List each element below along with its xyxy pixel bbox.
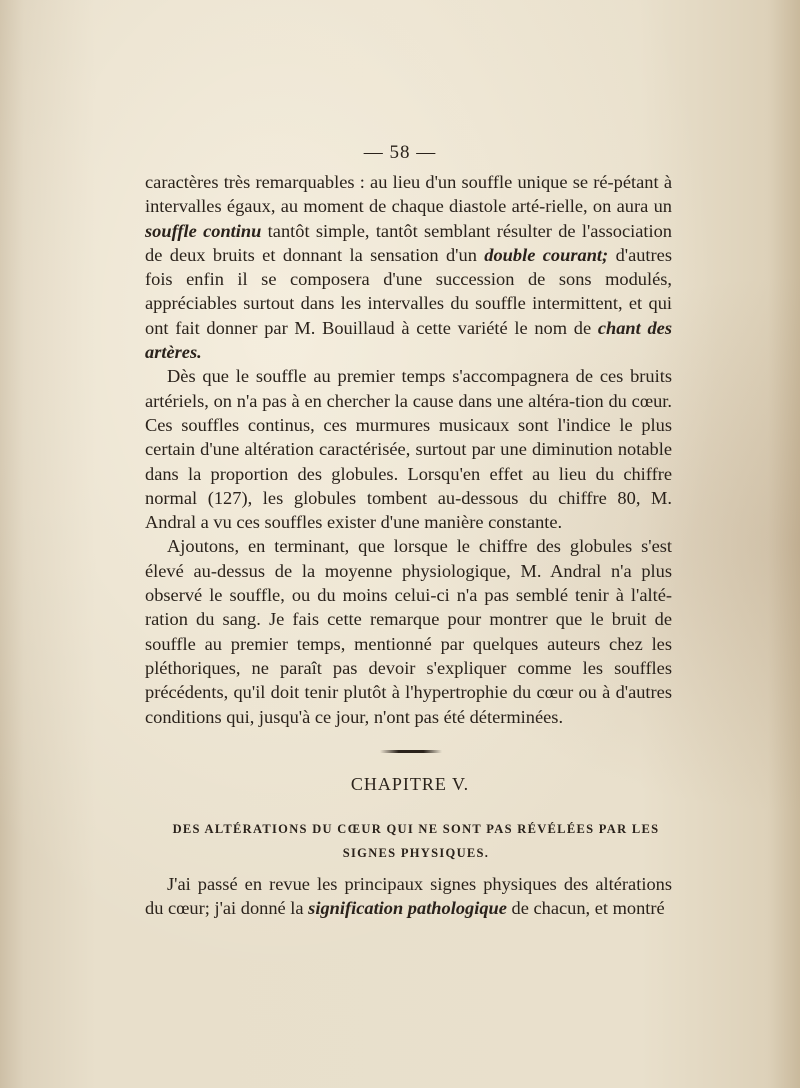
chapter-body-text <box>145 872 672 921</box>
italic-double-courant: double courant; <box>484 244 609 265</box>
italic-souffle-continu: souffle continu <box>145 220 262 241</box>
paragraph-1-text-a: caractères très remarquables : au lieu d'un souffle unique se ré-pétant à intervalles égaux, au moment de chaque diastole arté-rielle, on aura un <box>145 172 672 217</box>
italic-signification-pathologique: signification pathologique <box>308 898 507 919</box>
page-number: — 58 — <box>363 142 437 163</box>
chapter-title: CHAPITRE V. <box>350 774 470 794</box>
paragraph-1-text-b: tantôt simple, tantôt semblant résulter de l'association de deux bruits et donnant la sensation d'un <box>145 220 672 265</box>
paragraph-4-text-b: de chacun, et montré <box>506 898 665 919</box>
paragraph-1-text-c: d'autres fois enfin il se composera d'une succession de sons modulés, appréciables surtout dans les intervalles du souffle intermittent, et qui ont fait donner par M. Bouillaud à cette variété le nom de <box>145 244 672 338</box>
paragraph-3: Ajoutons, en terminant, que lorsque le chiffre des globules s'est élevé au-dessus de la moyenne physiologique, M. Andral n'a plus observé le souffle, ou du moins celui-ci n'a pas semblé tenir à l'alté-ration du sang. Je fais cette remarque pour montrer que le bruit de souffle au premier temps, mentionné par quelques auteurs chez les pléthoriques, ne paraît pas devoir s'expliquer comme les souffles précédents, qu'il doit tenir plutôt à l'hypertrophie du cœur ou à d'autres conditions qui, jusqu'à ce jour, n'ont pas été déterminées. <box>145 536 672 727</box>
section-divider-rule <box>380 750 442 753</box>
chapter-subtitle: DES ALTÉRATIONS DU CŒUR QUI NE SONT PAS RÉVÉLÉES PAR LES SIGNES PHYSIQUES. <box>172 822 660 860</box>
paragraph-4 <box>145 872 672 921</box>
body-text <box>145 170 672 729</box>
paragraph-2: Dès que le souffle au premier temps s'accompagnera de ces bruits artériels, on n'a pas à en chercher la cause dans une altéra-tion du cœur. Ces souffles continus, ces murmures musicaux sont l'indice le plus certain d'une altération caractérisée, surtout par une diminution notable dans la proportion des globules. Lorsqu'en effet au lieu du chiffre normal (127), les globules tombent au-dessous du chiffre 80, M. Andral a vu ces souffles exister d'une manière constante. <box>145 366 672 533</box>
paragraph-1 <box>145 170 672 364</box>
paragraph-4-text-a: J'ai passé en revue les principaux signes physiques des altérations du cœur; j'ai donné la <box>145 874 672 919</box>
italic-chant-des-arteres: chant des artères. <box>145 317 672 363</box>
